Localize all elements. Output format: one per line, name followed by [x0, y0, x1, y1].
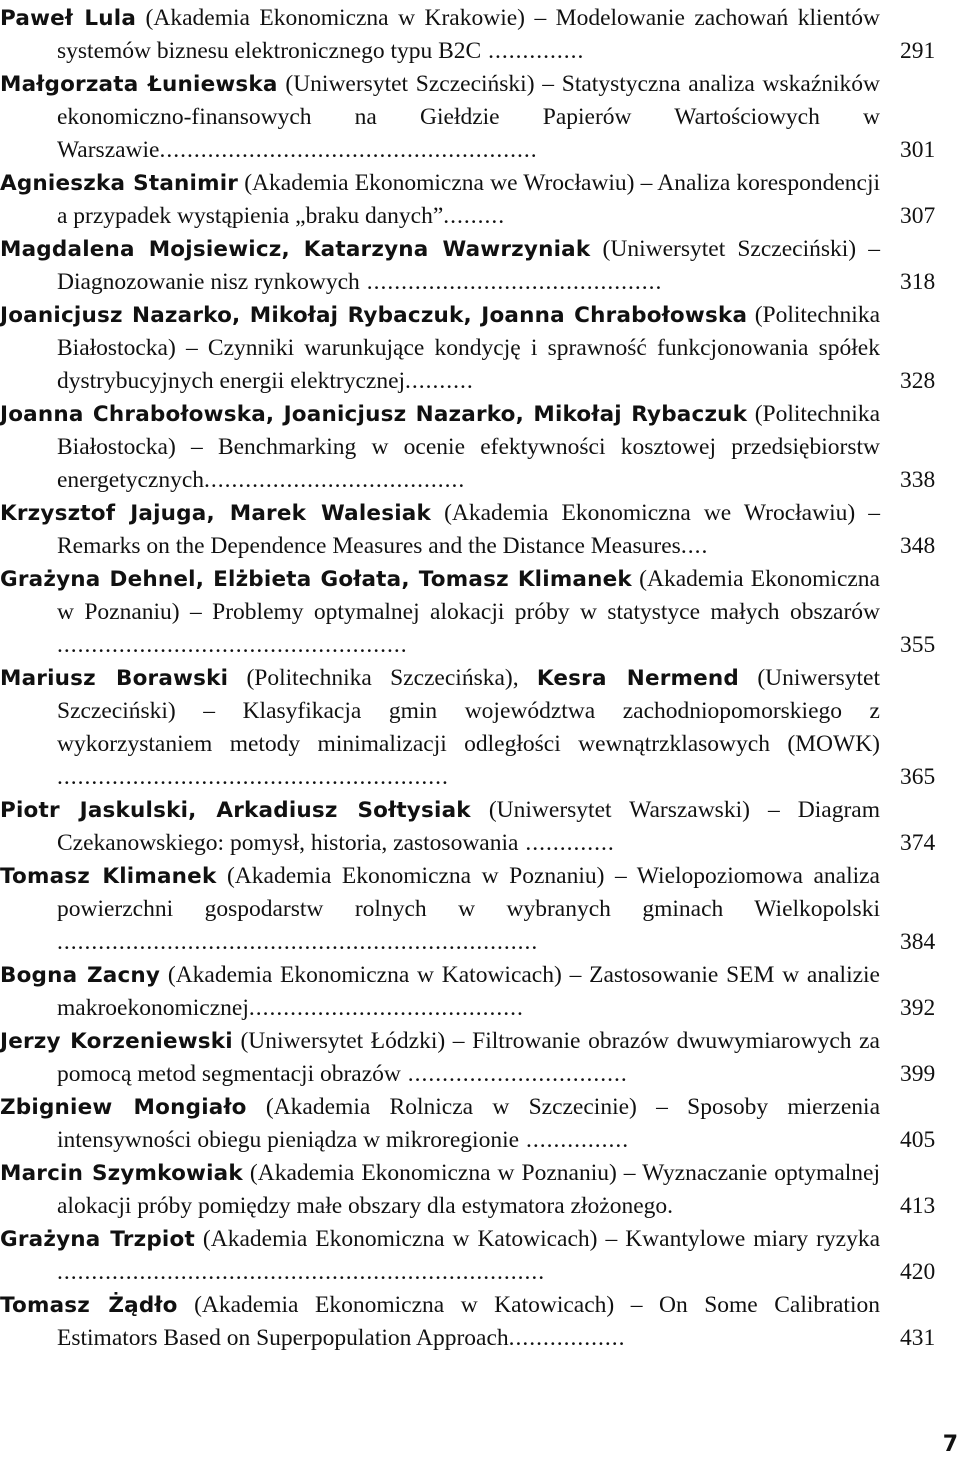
leader-dots: ...............	[519, 1127, 630, 1153]
entry-page-number: 399	[900, 1061, 936, 1087]
toc-entry	[0, 233, 960, 299]
entry-title: (Uniwersytet Łódzki) – Filtrowanie obrazów dwuwymiarowych za pomocą metod segmentacji obrazów	[57, 1028, 880, 1087]
entry-title: (Uniwersytet Szczeciński) – Statystyczna analiza wskaźników ekonomiczno-finansowych na Giełdzie Papierów Wartościowych w Warszawie	[57, 71, 881, 163]
entry-page-number: 291	[900, 38, 936, 64]
toc-entry	[0, 860, 960, 959]
entry-page-number: 420	[900, 1259, 936, 1285]
entry-title: (Politechnika Białostocka) – Czynniki warunkujące kondycję i sprawność funkcjonowania spółek dystrybucyjnych energii elektrycznej	[57, 302, 880, 394]
entry-authors: Małgorzata Łuniewska	[0, 72, 278, 97]
leader-dots: ....	[680, 533, 709, 559]
entry-title: (Akademia Ekonomiczna w Krakowie) – Modelowanie zachowań klientów systemów biznesu elektronicznego typu B2C	[57, 5, 881, 64]
entry-page-number: 307	[900, 203, 936, 229]
entry-authors: Grażyna Trzpiot	[0, 1227, 195, 1252]
toc-entry	[0, 1025, 960, 1091]
entry-title: (Akademia Ekonomiczna w Poznaniu) – Problemy optymalnej alokacji próby w statystyce małych obszarów	[57, 566, 880, 625]
toc-entry	[0, 299, 960, 398]
entry-page-number: 374	[900, 830, 936, 856]
entry-page-number: 431	[900, 1325, 936, 1351]
entry-authors: Joanna Chrabołowska, Joanicjusz Nazarko, Mikołaj Rybaczuk	[0, 402, 748, 427]
entry-authors: Bogna Zacny	[0, 963, 161, 988]
toc-entry	[0, 2, 960, 68]
entry-title: (Uniwersytet Warszawski) – Diagram Czekanowskiego: pomysł, historia, zastosowania	[57, 797, 880, 856]
leader-dots: ..........	[405, 368, 474, 394]
toc-entry	[0, 959, 960, 1025]
entry-authors: Krzysztof Jajuga, Marek Walesiak	[0, 501, 431, 526]
entry-authors: Agnieszka Stanimir	[0, 171, 239, 196]
entry-page-number: 365	[900, 764, 936, 790]
leader-dots: .........	[443, 203, 506, 229]
toc-entry	[0, 497, 960, 563]
entry-title: (Akademia Ekonomiczna we Wrocławiu) – Analiza korespondencji a przypadek wystąpienia „braku danych”	[57, 170, 881, 229]
entry-title-second: (Uniwersytet Szczeciński) – Klasyfikacja gmin województwa zachodniopomorskiego z wykorzystaniem metody minimalizacji odległości wewnątrzklasowych (MOWK)	[57, 665, 881, 757]
entry-title: (Akademia Ekonomiczna w Katowicach) – Zastosowanie SEM w analizie makroekonomicznej	[57, 962, 880, 1021]
entry-title: (Akademia Ekonomiczna we Wrocławiu) – Remarks on the Dependence Measures and the Distance Measures	[57, 500, 880, 559]
entry-page-number: 413	[900, 1193, 936, 1219]
leader-dots: .................	[508, 1325, 626, 1351]
toc-entry	[0, 68, 960, 167]
entry-page-number: 301	[900, 137, 936, 163]
entry-title: (Uniwersytet Szczeciński) – Diagnozowanie nisz rynkowych	[57, 236, 880, 295]
entry-authors: Zbigniew Mongiało	[0, 1095, 247, 1120]
entry-page-number: 328	[900, 368, 936, 394]
toc-entry	[0, 1289, 960, 1355]
leader-dots: ...................................................	[57, 632, 408, 658]
leader-dots: ......................................................................	[57, 929, 539, 955]
entry-title: (Akademia Rolnicza w Szczecinie) – Sposoby mierzenia intensywności obiegu pieniądza w mikroregionie	[57, 1094, 880, 1153]
entry-page-number: 355	[900, 632, 936, 658]
entry-page-number: 338	[900, 467, 936, 493]
toc-entry	[0, 563, 960, 662]
toc-entry	[0, 1223, 960, 1289]
entry-authors: Mariusz Borawski	[0, 666, 229, 691]
entry-authors: Tomasz Klimanek	[0, 864, 217, 889]
entry-authors: Magdalena Mojsiewicz, Katarzyna Wawrzyniak	[0, 237, 591, 262]
entry-title: (Politechnika Białostocka) – Benchmarking w ocenie efektywności kosztowej przedsiębiorstw energetycznych	[57, 401, 880, 493]
entry-page-number: 392	[900, 995, 936, 1021]
entry-authors: Grażyna Dehnel, Elżbieta Gołata, Tomasz Klimanek	[0, 567, 632, 592]
toc-entry	[0, 167, 960, 233]
entry-authors-second: Kesra Nermend	[536, 666, 740, 691]
toc-entry	[0, 794, 960, 860]
entry-authors: Jerzy Korzeniewski	[0, 1029, 233, 1054]
entry-page-number: 384	[900, 929, 936, 955]
entry-authors: Paweł Lula	[0, 6, 137, 31]
leader-dots: ........................................	[248, 995, 524, 1021]
toc-entry	[0, 1157, 960, 1223]
entry-title: (Politechnika Szczecińska),	[228, 665, 537, 691]
entry-title: (Akademia Ekonomiczna w Poznaniu) – Wielopoziomowa analiza powierzchni gospodarstw rolnych w wybranych gminach Wielkopolski	[57, 863, 880, 922]
entry-authors: Joanicjusz Nazarko, Mikołaj Rybaczuk, Joanna Chrabołowska	[0, 303, 748, 328]
toc-entry	[0, 662, 960, 794]
leader-dots: ..............	[481, 38, 585, 64]
page-number: 7	[942, 1432, 958, 1457]
entry-authors: Marcin Szymkowiak	[0, 1161, 243, 1186]
toc-entry	[0, 1091, 960, 1157]
leader-dots: ................................	[400, 1061, 628, 1087]
entry-authors: Tomasz Żądło	[0, 1293, 178, 1318]
toc-entry	[0, 398, 960, 497]
entry-page-number: 348	[900, 533, 936, 559]
entry-page-number: 318	[900, 269, 936, 295]
entry-title: (Akademia Ekonomiczna w Poznaniu) – Wyznaczanie optymalnej alokacji próby pomiędzy małe obszary dla estymatora złożonego.	[57, 1160, 881, 1219]
entry-title: (Akademia Ekonomiczna w Katowicach) – On Some Calibration Estimators Based on Superpopulation Approach	[57, 1292, 880, 1351]
table-of-contents	[0, 2, 960, 1355]
leader-dots: .............	[518, 830, 615, 856]
leader-dots: .......................................................................	[57, 1259, 546, 1285]
leader-dots: .......................................................	[159, 137, 538, 163]
leader-dots: ......................................	[204, 467, 466, 493]
entry-title: (Akademia Ekonomiczna w Katowicach) – Kwantylowe miary ryzyka	[194, 1226, 880, 1252]
entry-authors: Piotr Jaskulski, Arkadiusz Sołtysiak	[0, 798, 471, 823]
leader-dots: ...........................................	[359, 269, 663, 295]
leader-dots: .........................................................	[57, 764, 449, 790]
entry-page-number: 405	[900, 1127, 936, 1153]
